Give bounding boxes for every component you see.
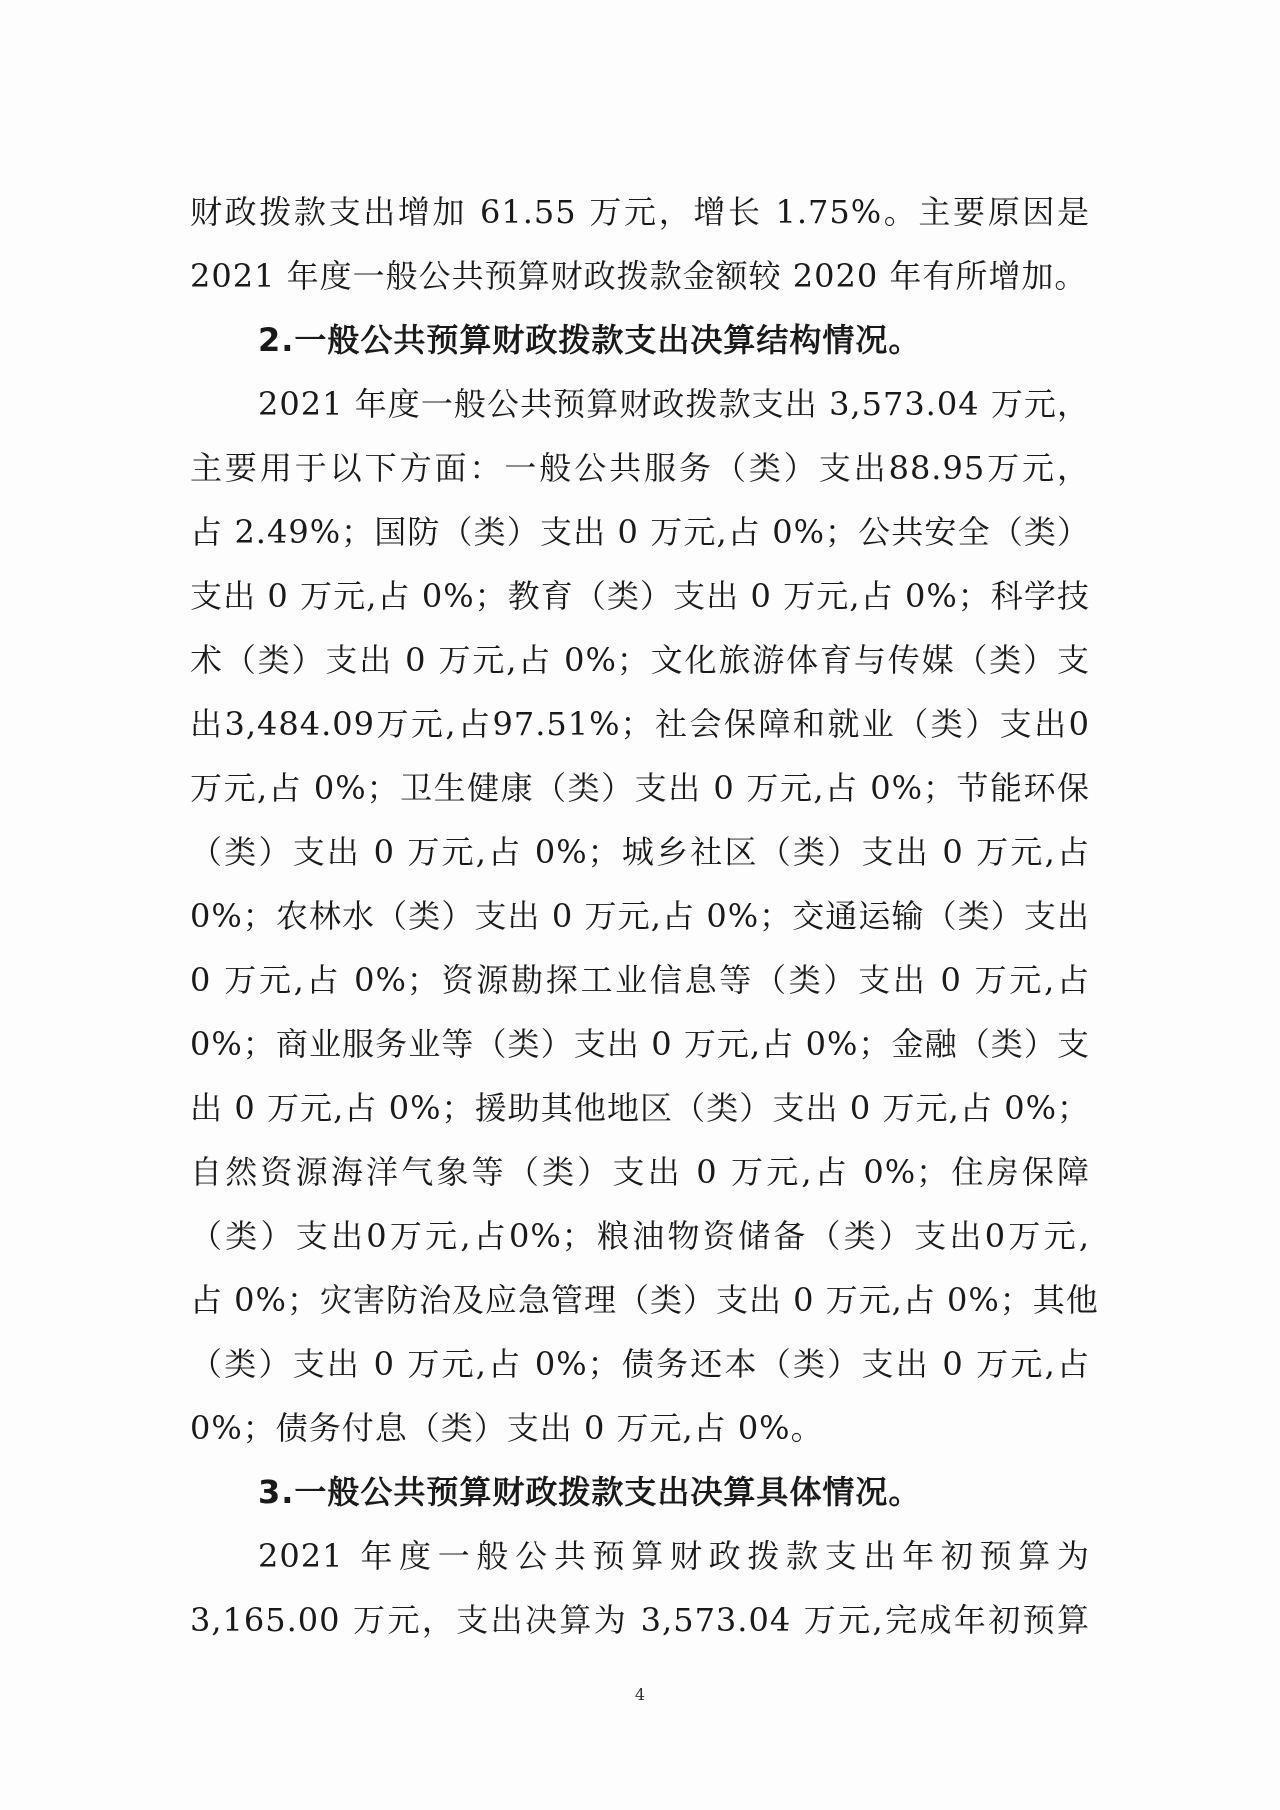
text-line: 自然资源海洋气象等（类）支出 0 万元,占 0%；住房保障	[190, 1153, 1090, 1191]
text-line: （类）支出0万元,占0%；粮油物资储备（类）支出0万元,	[190, 1217, 1090, 1255]
text-line: （类）支出 0 万元,占 0%；城乡社区（类）支出 0 万元,占	[190, 833, 1090, 871]
text-line: 出 0 万元,占 0%；援助其他地区（类）支出 0 万元,占 0%；	[190, 1089, 1090, 1127]
text-line: 术（类）支出 0 万元,占 0%；文化旅游体育与传媒（类）支	[190, 641, 1090, 679]
text-line: 占 2.49%；国防（类）支出 0 万元,占 0%；公共安全（类）	[190, 513, 1090, 551]
page-number: 4	[634, 1685, 646, 1704]
text-line: 占 0%；灾害防治及应急管理（类）支出 0 万元,占 0%；其他	[190, 1281, 1099, 1319]
section-heading: 2.一般公共预算财政拨款支出决算结构情况。	[258, 321, 922, 359]
text-line: 主要用于以下方面：一般公共服务（类）支出88.95万元，	[190, 449, 1090, 487]
text-line: 3,165.00 万元，支出决算为 3,573.04 万元,完成年初预算	[190, 1601, 1090, 1639]
text-line: 财政拨款支出增加 61.55 万元，增长 1.75%。主要原因是	[190, 193, 1090, 231]
document-body	[190, 180, 1099, 1652]
text-line: 出3,484.09万元,占97.51%；社会保障和就业（类）支出0	[190, 705, 1090, 743]
text-line: 0 万元,占 0%；资源勘探工业信息等（类）支出 0 万元,占	[190, 961, 1090, 999]
text-line: 0%；商业服务业等（类）支出 0 万元,占 0%；金融（类）支	[190, 1025, 1090, 1063]
text-line: 0%；农林水（类）支出 0 万元,占 0%；交通运输（类）支出	[190, 897, 1090, 935]
text-line: 万元,占 0%；卫生健康（类）支出 0 万元,占 0%；节能环保	[190, 769, 1090, 807]
paragraph-first-line: 2021 年度一般公共预算财政拨款支出 3,573.04 万元，	[258, 385, 1090, 423]
text-line: 0%；债务付息（类）支出 0 万元,占 0%。	[190, 1409, 824, 1447]
section-heading: 3.一般公共预算财政拨款支出决算具体情况。	[258, 1473, 922, 1511]
text-line: 支出 0 万元,占 0%；教育（类）支出 0 万元,占 0%；科学技	[190, 577, 1090, 615]
text-line: （类）支出 0 万元,占 0%；债务还本（类）支出 0 万元,占	[190, 1345, 1090, 1383]
paragraph-first-line: 2021 年度一般公共预算财政拨款支出年初预算为	[258, 1537, 1090, 1575]
text-line: 2021 年度一般公共预算财政拨款金额较 2020 年有所增加。	[190, 257, 1088, 295]
